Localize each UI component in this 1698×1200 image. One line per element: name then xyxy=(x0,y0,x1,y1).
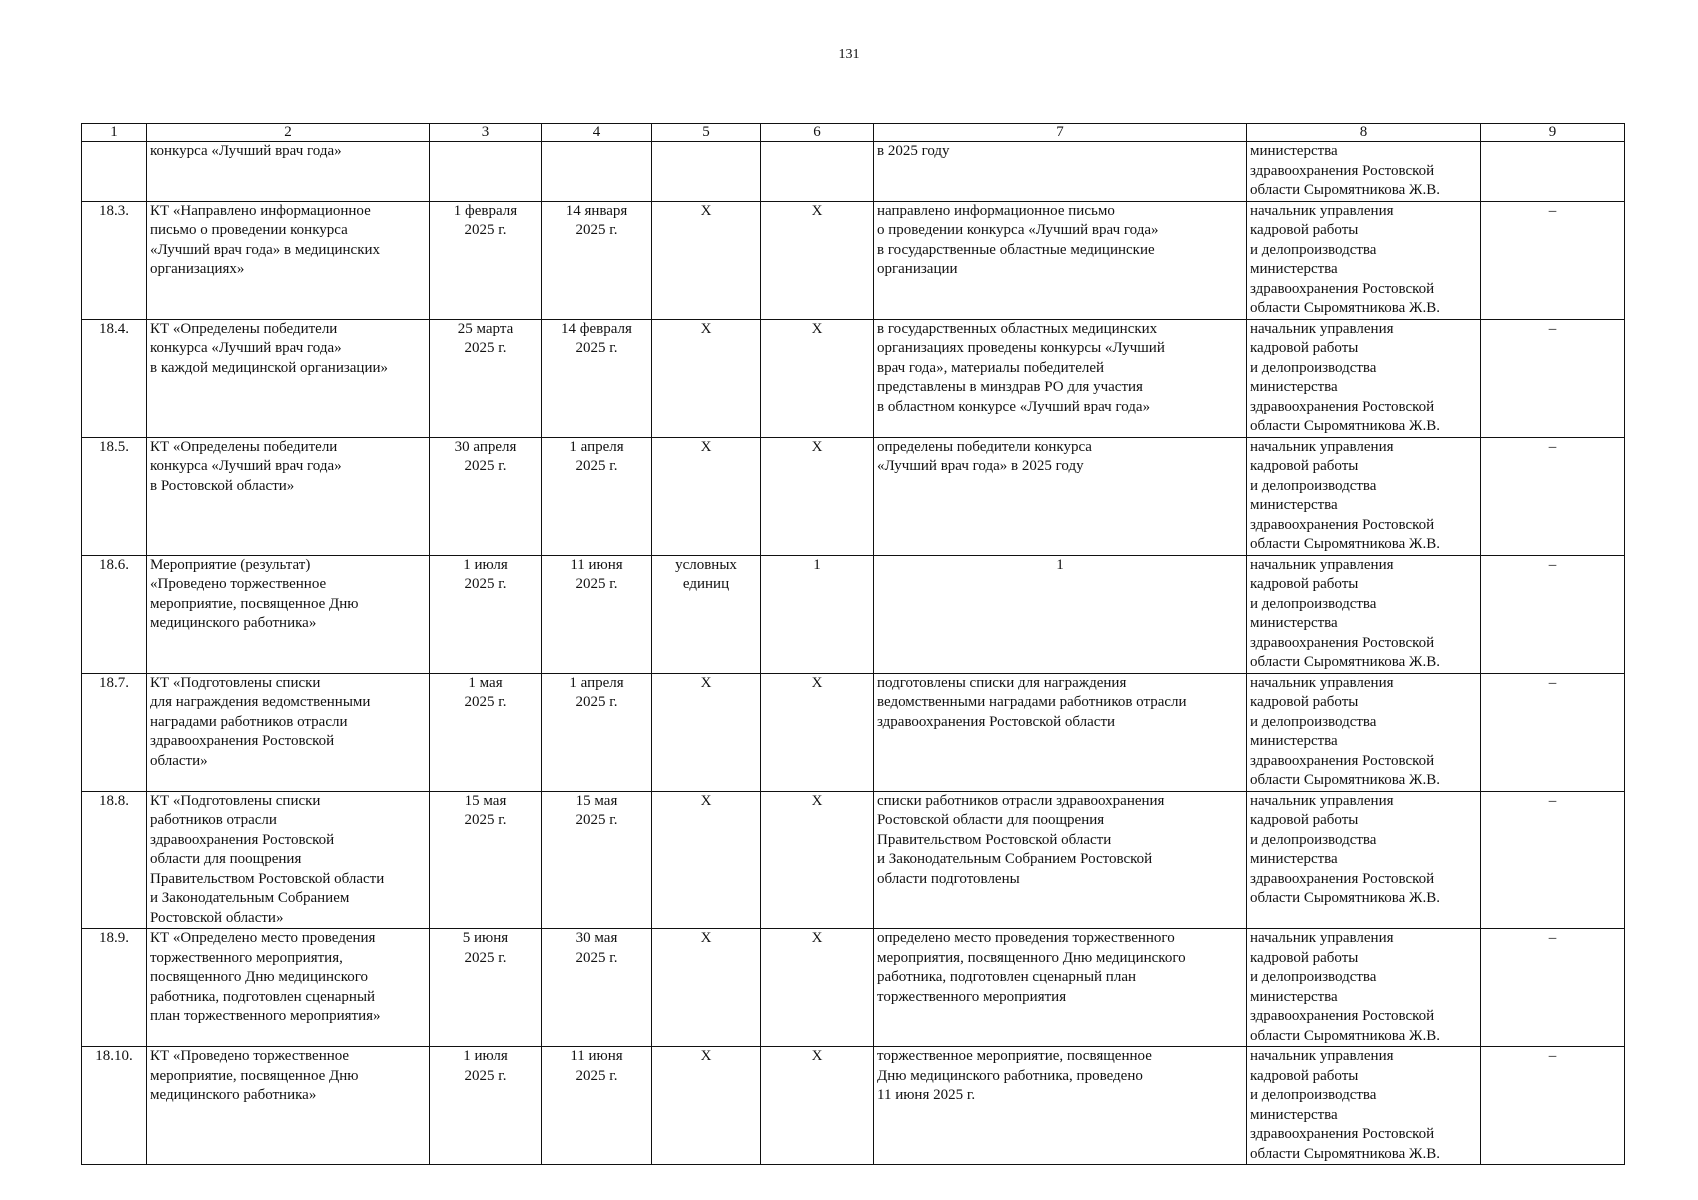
responsible-person-cell: начальник управления кадровой работы и делопроизводства министерства здравоохранения Ростовской области Сыромятникова Ж.В. xyxy=(1247,437,1481,555)
note-cell: – xyxy=(1481,1047,1625,1165)
result-description-cell: в государственных областных медицинских организациях проведены конкурсы «Лучший врач года», материалы победителей представлены в минздрав РО для участия в областном конкурсе «Лучший врач года» xyxy=(874,319,1247,437)
event-name-cell: КТ «Проведено торжественное мероприятие, посвященное Дню медицинского работника» xyxy=(147,1047,430,1165)
row-number-cell xyxy=(82,142,147,202)
start-date-cell: 1 июля 2025 г. xyxy=(430,555,542,673)
event-name-cell: КТ «Определены победители конкурса «Лучший врач года» в каждой медицинской организации» xyxy=(147,319,430,437)
row-number-cell: 18.9. xyxy=(82,929,147,1047)
responsible-person-cell: начальник управления кадровой работы и делопроизводства министерства здравоохранения Ростовской области Сыромятникова Ж.В. xyxy=(1247,1047,1481,1165)
table-row xyxy=(82,929,1625,1047)
row-number-cell: 18.3. xyxy=(82,201,147,319)
table-row xyxy=(82,791,1625,929)
result-description-cell: подготовлены списки для награждения ведомственными наградами работников отрасли здравоохранения Ростовской области xyxy=(874,673,1247,791)
value-cell: X xyxy=(761,319,874,437)
end-date-cell: 14 февраля 2025 г. xyxy=(542,319,652,437)
end-date-cell: 1 апреля 2025 г. xyxy=(542,437,652,555)
table-row xyxy=(82,319,1625,437)
event-name-cell: КТ «Определено место проведения торжественного мероприятия, посвященного Дню медицинского работника, подготовлен сценарный план торжественного мероприятия» xyxy=(147,929,430,1047)
column-header-7: 7 xyxy=(874,124,1247,142)
note-cell: – xyxy=(1481,555,1625,673)
note-cell: – xyxy=(1481,673,1625,791)
row-number-cell: 18.6. xyxy=(82,555,147,673)
note-cell: – xyxy=(1481,201,1625,319)
value-cell: X xyxy=(761,791,874,929)
start-date-cell: 15 мая 2025 г. xyxy=(430,791,542,929)
event-name-cell: КТ «Подготовлены списки для награждения ведомственными наградами работников отрасли здравоохранения Ростовской области» xyxy=(147,673,430,791)
start-date-cell xyxy=(430,142,542,202)
result-description-cell: 1 xyxy=(874,555,1247,673)
event-name-cell: КТ «Подготовлены списки работников отрасли здравоохранения Ростовской области для поощрения Правительством Ростовской области и Законодательным Собранием Ростовской области» xyxy=(147,791,430,929)
column-header-2: 2 xyxy=(147,124,430,142)
table-row xyxy=(82,1047,1625,1165)
row-number-cell: 18.8. xyxy=(82,791,147,929)
value-cell: X xyxy=(761,201,874,319)
end-date-cell: 30 мая 2025 г. xyxy=(542,929,652,1047)
responsible-person-cell: начальник управления кадровой работы и делопроизводства министерства здравоохранения Ростовской области Сыромятникова Ж.В. xyxy=(1247,791,1481,929)
responsible-person-cell: начальник управления кадровой работы и делопроизводства министерства здравоохранения Ростовской области Сыромятникова Ж.В. xyxy=(1247,929,1481,1047)
column-header-5: 5 xyxy=(652,124,761,142)
row-number-cell: 18.5. xyxy=(82,437,147,555)
column-header-8: 8 xyxy=(1247,124,1481,142)
unit-cell: X xyxy=(652,201,761,319)
value-cell: 1 xyxy=(761,555,874,673)
end-date-cell: 15 мая 2025 г. xyxy=(542,791,652,929)
start-date-cell: 25 марта 2025 г. xyxy=(430,319,542,437)
unit-cell: X xyxy=(652,1047,761,1165)
end-date-cell: 1 апреля 2025 г. xyxy=(542,673,652,791)
row-number-cell: 18.10. xyxy=(82,1047,147,1165)
responsible-person-cell: начальник управления кадровой работы и делопроизводства министерства здравоохранения Ростовской области Сыромятникова Ж.В. xyxy=(1247,319,1481,437)
responsible-person-cell: начальник управления кадровой работы и делопроизводства министерства здравоохранения Ростовской области Сыромятникова Ж.В. xyxy=(1247,673,1481,791)
result-description-cell: направлено информационное письмо о проведении конкурса «Лучший врач года» в государственные областные медицинские организации xyxy=(874,201,1247,319)
value-cell: X xyxy=(761,929,874,1047)
unit-cell: X xyxy=(652,319,761,437)
result-description-cell: определены победители конкурса «Лучший врач года» в 2025 году xyxy=(874,437,1247,555)
row-number-cell: 18.7. xyxy=(82,673,147,791)
start-date-cell: 5 июня 2025 г. xyxy=(430,929,542,1047)
start-date-cell: 1 февраля 2025 г. xyxy=(430,201,542,319)
end-date-cell: 11 июня 2025 г. xyxy=(542,1047,652,1165)
note-cell: – xyxy=(1481,437,1625,555)
end-date-cell xyxy=(542,142,652,202)
unit-cell: X xyxy=(652,437,761,555)
end-date-cell: 11 июня 2025 г. xyxy=(542,555,652,673)
table-row xyxy=(82,555,1625,673)
unit-cell xyxy=(652,142,761,202)
table-row xyxy=(82,437,1625,555)
result-description-cell: определено место проведения торжественного мероприятия, посвященного Дню медицинского работника, подготовлен сценарный план торжественного мероприятия xyxy=(874,929,1247,1047)
responsible-person-cell: начальник управления кадровой работы и делопроизводства министерства здравоохранения Ростовской области Сыромятникова Ж.В. xyxy=(1247,555,1481,673)
table-row xyxy=(82,201,1625,319)
note-cell: – xyxy=(1481,929,1625,1047)
unit-cell: X xyxy=(652,929,761,1047)
event-name-cell: Мероприятие (результат) «Проведено торжественное мероприятие, посвященное Дню медицинского работника» xyxy=(147,555,430,673)
event-name-cell: конкурса «Лучший врач года» xyxy=(147,142,430,202)
table-row xyxy=(82,673,1625,791)
column-header-1: 1 xyxy=(82,124,147,142)
result-description-cell: списки работников отрасли здравоохранения Ростовской области для поощрения Правительством Ростовской области и Законодательным Собранием Ростовской области подготовлены xyxy=(874,791,1247,929)
page-number: 131 xyxy=(838,47,860,62)
column-header-6: 6 xyxy=(761,124,874,142)
event-name-cell: КТ «Определены победители конкурса «Лучший врач года» в Ростовской области» xyxy=(147,437,430,555)
unit-cell: условных единиц xyxy=(652,555,761,673)
row-number-cell: 18.4. xyxy=(82,319,147,437)
start-date-cell: 1 мая 2025 г. xyxy=(430,673,542,791)
table-row xyxy=(82,142,1625,202)
unit-cell: X xyxy=(652,673,761,791)
event-name-cell: КТ «Направлено информационное письмо о проведении конкурса «Лучший врач года» в медицинских организациях» xyxy=(147,201,430,319)
result-description-cell: торжественное мероприятие, посвященное Дню медицинского работника, проведено 11 июня 2025 г. xyxy=(874,1047,1247,1165)
responsible-person-cell: министерства здравоохранения Ростовской области Сыромятникова Ж.В. xyxy=(1247,142,1481,202)
result-description-cell: в 2025 году xyxy=(874,142,1247,202)
value-cell xyxy=(761,142,874,202)
value-cell: X xyxy=(761,437,874,555)
responsible-person-cell: начальник управления кадровой работы и делопроизводства министерства здравоохранения Ростовской области Сыромятникова Ж.В. xyxy=(1247,201,1481,319)
unit-cell: X xyxy=(652,791,761,929)
value-cell: X xyxy=(761,1047,874,1165)
note-cell: – xyxy=(1481,791,1625,929)
column-number-row xyxy=(82,124,1625,142)
start-date-cell: 30 апреля 2025 г. xyxy=(430,437,542,555)
column-header-3: 3 xyxy=(430,124,542,142)
end-date-cell: 14 января 2025 г. xyxy=(542,201,652,319)
table-body xyxy=(82,142,1625,1165)
column-header-4: 4 xyxy=(542,124,652,142)
note-cell xyxy=(1481,142,1625,202)
column-header-9: 9 xyxy=(1481,124,1625,142)
note-cell: – xyxy=(1481,319,1625,437)
plan-table xyxy=(81,123,1625,1165)
value-cell: X xyxy=(761,673,874,791)
start-date-cell: 1 июля 2025 г. xyxy=(430,1047,542,1165)
